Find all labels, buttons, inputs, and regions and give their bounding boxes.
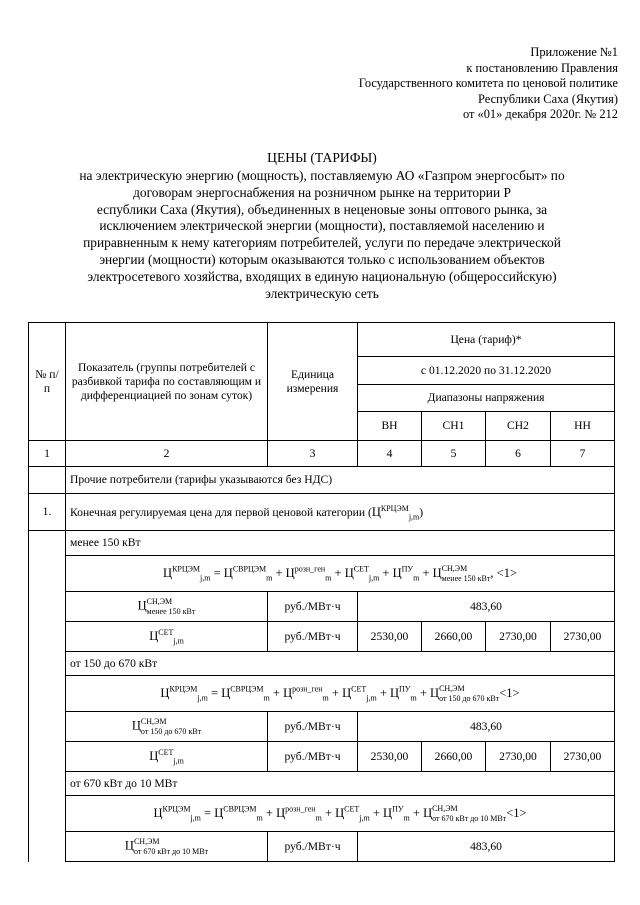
section-other-consumers: Прочие потребители (тарифы указываются без НДС) — [66, 467, 615, 494]
document-title — [46, 168, 598, 302]
header-voltage-ranges: Диапазоны напряжения — [358, 385, 615, 412]
column-number: 4 — [358, 441, 422, 467]
column-number: 7 — [551, 441, 615, 467]
header-unit: Единица измерения — [268, 323, 358, 441]
header-sn1: СН1 — [422, 412, 486, 441]
set-value-nn: 2730,00 — [551, 622, 615, 652]
title-line: электросетевого хозяйства, входящих в единую национальную (общероссийскую) — [87, 268, 557, 284]
unit-cell: руб./МВт·ч — [268, 832, 358, 862]
title-line: еспублики Саха (Якутия), объединенных в неценовые зоны оптового рынка, за — [96, 201, 548, 217]
appendix-line: от «01» декабря 2020г. № 212 — [462, 107, 618, 122]
component-set: $Ц^{СЕТ}_{j,m}$ — [66, 622, 268, 652]
group-label: от 670 кВт до 10 МВт — [66, 772, 615, 796]
header-period: с 01.12.2020 по 31.12.2020 — [358, 357, 615, 385]
tariff-table — [28, 322, 615, 862]
title-line: электрическую сеть — [265, 285, 379, 301]
group-label: менее 150 кВт — [66, 531, 615, 556]
column-number: 3 — [268, 441, 358, 467]
formula-row: $Ц^{КРЦЭМ}_{j,m} = Ц^{СВРЦЭМ}_m + Ц^{розн\_ген}_m + Ц^{СЕТ}_{j,m} + Ц^{ПУ}_m + Ц$ СН,ЭМ от 150 до 670 кВт <1> — [66, 676, 615, 712]
group-label: от 150 до 670 кВт — [66, 652, 615, 676]
item-title: Конечная регулируемая цена для первой ценовой категории $(Ц^{КРЦЭМ}_{j,m})$ — [66, 494, 615, 531]
title-line: договорам энергоснабжения на розничном рынке на территории Р — [133, 184, 511, 200]
sn-em-value: 483,60 — [358, 832, 615, 862]
unit-cell: руб./МВт·ч — [268, 622, 358, 652]
header-sn2: СН2 — [486, 412, 551, 441]
column-number-row — [29, 441, 615, 467]
column-number: 1 — [29, 441, 66, 467]
header-number: № п/п — [29, 323, 66, 441]
formula-row: $Ц^{КРЦЭМ}_{j,m} = Ц^{СВРЦЭМ}_m + Ц^{розн\_ген}_m + Ц^{СЕТ}_{j,m} + Ц^{ПУ}_m + Ц$ СН,ЭМ от 670 кВт до 10 МВт <1> — [66, 796, 615, 832]
unit-cell: руб./МВт·ч — [268, 742, 358, 772]
component-sn-em: Ц СН,ЭМ от 670 кВт до 10 МВт — [66, 832, 268, 862]
set-value-sn1: 2660,00 — [422, 742, 486, 772]
appendix-line: Государственного комитета по ценовой политике — [358, 76, 618, 91]
set-value-nn: 2730,00 — [551, 742, 615, 772]
component-sn-em: Ц СН,ЭМ от 150 до 670 кВт — [66, 712, 268, 742]
formula-row: $Ц^{КРЦЭМ}_{j,m} = Ц^{СВРЦЭМ}_m + Ц^{розн\_ген}_m + Ц^{СЕТ}_{j,m} + Ц^{ПУ}_m + Ц$ СН,ЭМ менее 150 кВт , <1> — [66, 556, 615, 592]
appendix-header — [298, 45, 618, 123]
title-line: на электрическую энергию (мощность), поставляемую АО «Газпром энергосбыт» по — [79, 168, 565, 183]
column-number: 5 — [422, 441, 486, 467]
set-value-sn2: 2730,00 — [486, 622, 551, 652]
title-line: исключением электрической энергии (мощности), поставляемой населению и — [99, 218, 545, 234]
header-price: Цена (тариф)* — [358, 323, 615, 357]
set-value-sn2: 2730,00 — [486, 742, 551, 772]
appendix-line: Приложение №1 — [530, 45, 618, 59]
item-number: 1. — [29, 494, 66, 531]
component-set: $Ц^{СЕТ}_{j,m}$ — [66, 742, 268, 772]
sn-em-value: 483,60 — [358, 712, 615, 742]
set-value-sn1: 2660,00 — [422, 622, 486, 652]
title-line: энергии (мощности) которым оказываются только с использованием объектов — [99, 251, 545, 267]
column-number: 6 — [486, 441, 551, 467]
sn-em-value: 483,60 — [358, 592, 615, 622]
header-nn: НН — [551, 412, 615, 441]
document-heading: ЦЕНЫ (ТАРИФЫ) — [267, 150, 377, 165]
appendix-line: к постановлению Правления — [466, 60, 618, 75]
set-value-vn: 2530,00 — [358, 622, 422, 652]
header-indicator: Показатель (группы потребителей с разбивкой тарифа по составляющим и дифференциацией по зонам суток) — [66, 323, 268, 441]
header-vn: ВН — [358, 412, 422, 441]
appendix-line: Республики Саха (Якутия) — [478, 91, 618, 106]
set-value-vn: 2530,00 — [358, 742, 422, 772]
unit-cell: руб./МВт·ч — [268, 712, 358, 742]
title-line: приравненным к нему категориям потребителей, услуги по передаче электрической — [83, 235, 561, 251]
column-number: 2 — [66, 441, 268, 467]
component-sn-em: Ц СН,ЭМ менее 150 кВт — [66, 592, 268, 622]
unit-cell: руб./МВт·ч — [268, 592, 358, 622]
